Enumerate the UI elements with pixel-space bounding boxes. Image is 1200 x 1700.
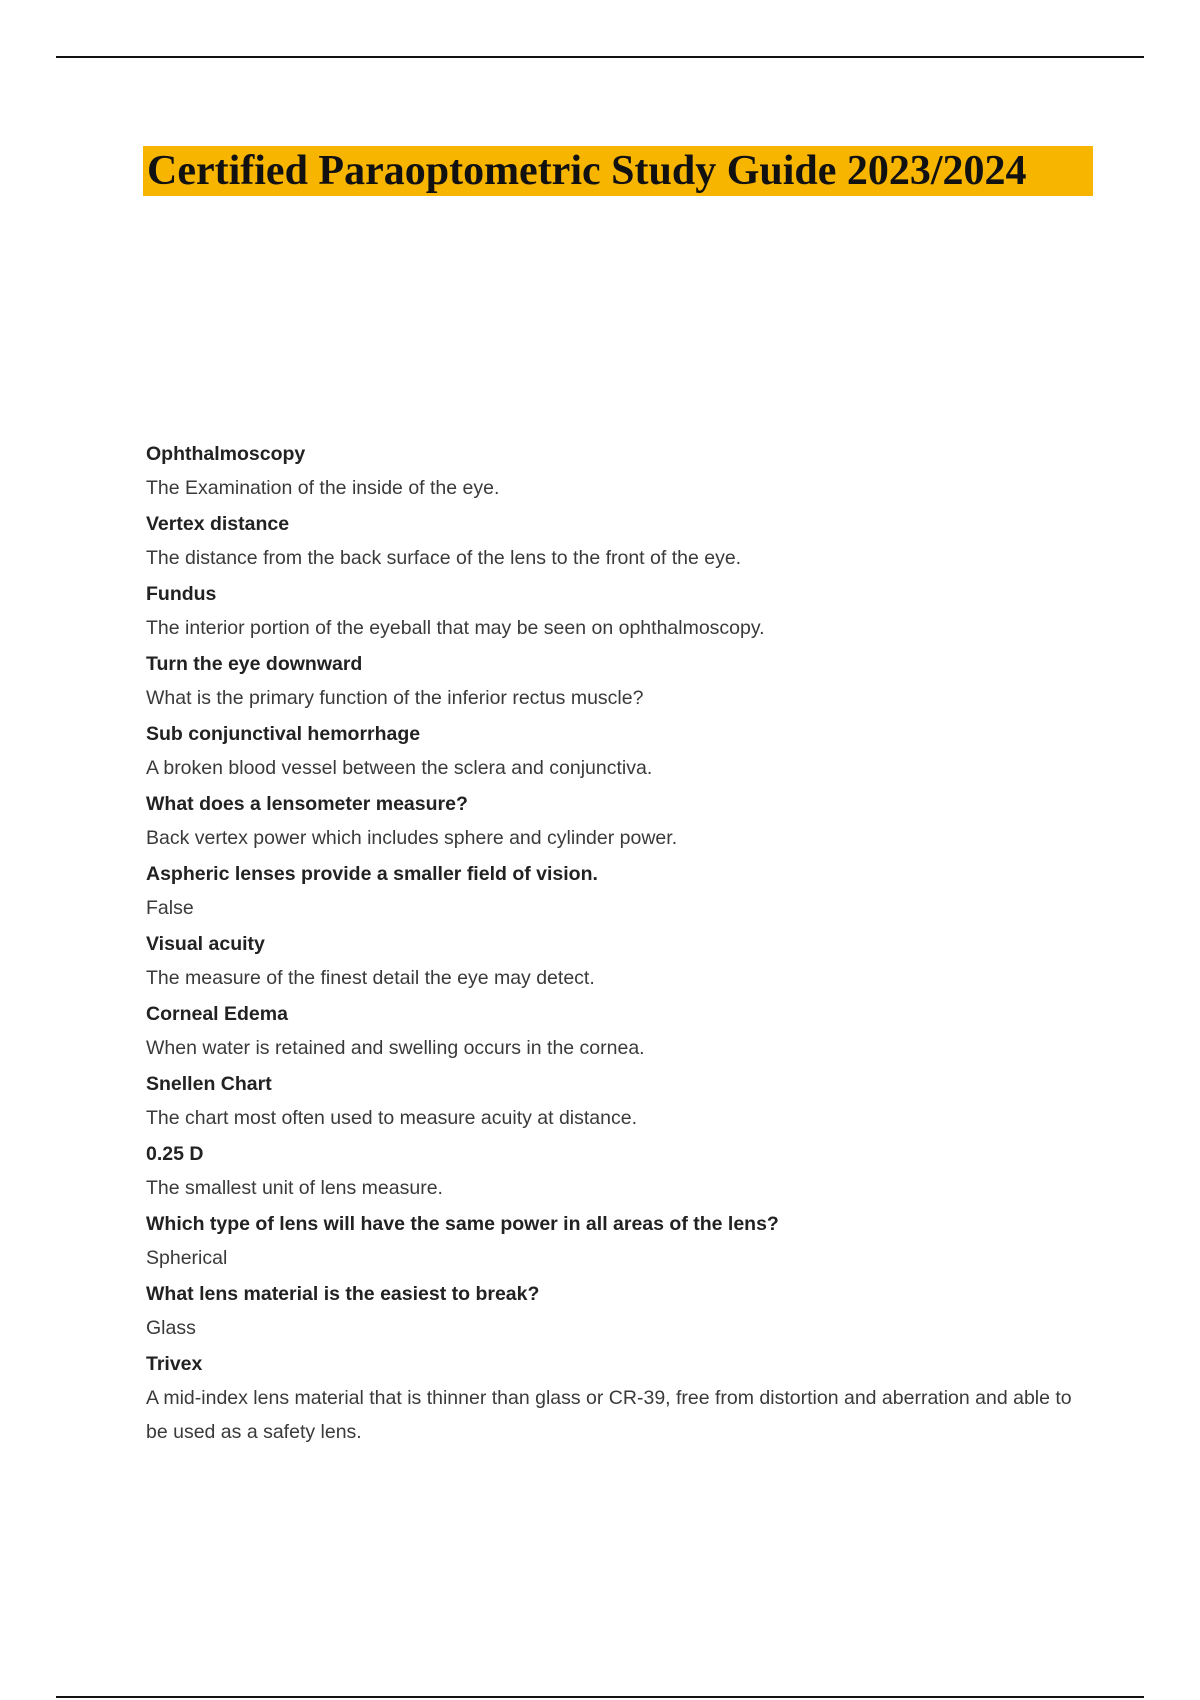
definition: The smallest unit of lens measure. xyxy=(146,1177,443,1199)
qa-item xyxy=(146,787,1086,855)
term: Sub conjunctival hemorrhage xyxy=(146,723,421,745)
qa-item xyxy=(146,577,1086,645)
title-highlight xyxy=(143,146,1093,196)
qa-item xyxy=(146,857,1086,925)
qa-item xyxy=(146,647,1086,715)
qa-item xyxy=(146,1137,1086,1205)
qa-item xyxy=(146,1067,1086,1135)
qa-item xyxy=(146,997,1086,1065)
term: Which type of lens will have the same power in all areas of the lens? xyxy=(146,1213,779,1235)
definition: A mid-index lens material that is thinner than glass or CR-39, free from distortion and aberration and able to be used as a safety lens. xyxy=(146,1387,1072,1443)
term: Snellen Chart xyxy=(146,1073,272,1095)
term: Corneal Edema xyxy=(146,1003,288,1025)
definition: Spherical xyxy=(146,1247,228,1269)
qa-item xyxy=(146,437,1086,505)
definition: The chart most often used to measure acuity at distance. xyxy=(146,1107,638,1129)
definition: The Examination of the inside of the eye. xyxy=(146,477,500,499)
document-title: Certified Paraoptometric Study Guide 2023/2024 xyxy=(147,148,1027,194)
qa-item xyxy=(146,1347,1086,1449)
definition: The distance from the back surface of the lens to the front of the eye. xyxy=(146,547,742,569)
definition: Glass xyxy=(146,1317,196,1339)
term: Trivex xyxy=(146,1353,203,1375)
qa-list xyxy=(146,437,1086,1451)
term: Visual acuity xyxy=(146,933,265,955)
term: Ophthalmoscopy xyxy=(146,443,306,465)
definition: The interior portion of the eyeball that may be seen on ophthalmoscopy. xyxy=(146,617,765,639)
definition: When water is retained and swelling occurs in the cornea. xyxy=(146,1037,645,1059)
definition: A broken blood vessel between the sclera and conjunctiva. xyxy=(146,757,653,779)
term: Aspheric lenses provide a smaller field of vision. xyxy=(146,863,598,885)
qa-item xyxy=(146,507,1086,575)
footer-rule xyxy=(56,1696,1144,1698)
definition: What is the primary function of the inferior rectus muscle? xyxy=(146,687,644,709)
qa-item xyxy=(146,1207,1086,1275)
qa-item xyxy=(146,717,1086,785)
term: What does a lensometer measure? xyxy=(146,793,468,815)
definition: The measure of the finest detail the eye may detect. xyxy=(146,967,595,989)
qa-item xyxy=(146,1277,1086,1345)
term: Vertex distance xyxy=(146,513,290,535)
term: 0.25 D xyxy=(146,1143,204,1165)
term: Fundus xyxy=(146,583,217,605)
term: What lens material is the easiest to break? xyxy=(146,1283,540,1305)
term: Turn the eye downward xyxy=(146,653,363,675)
definition: False xyxy=(146,897,194,919)
header-rule xyxy=(56,56,1144,58)
qa-item xyxy=(146,927,1086,995)
definition: Back vertex power which includes sphere and cylinder power. xyxy=(146,827,678,849)
